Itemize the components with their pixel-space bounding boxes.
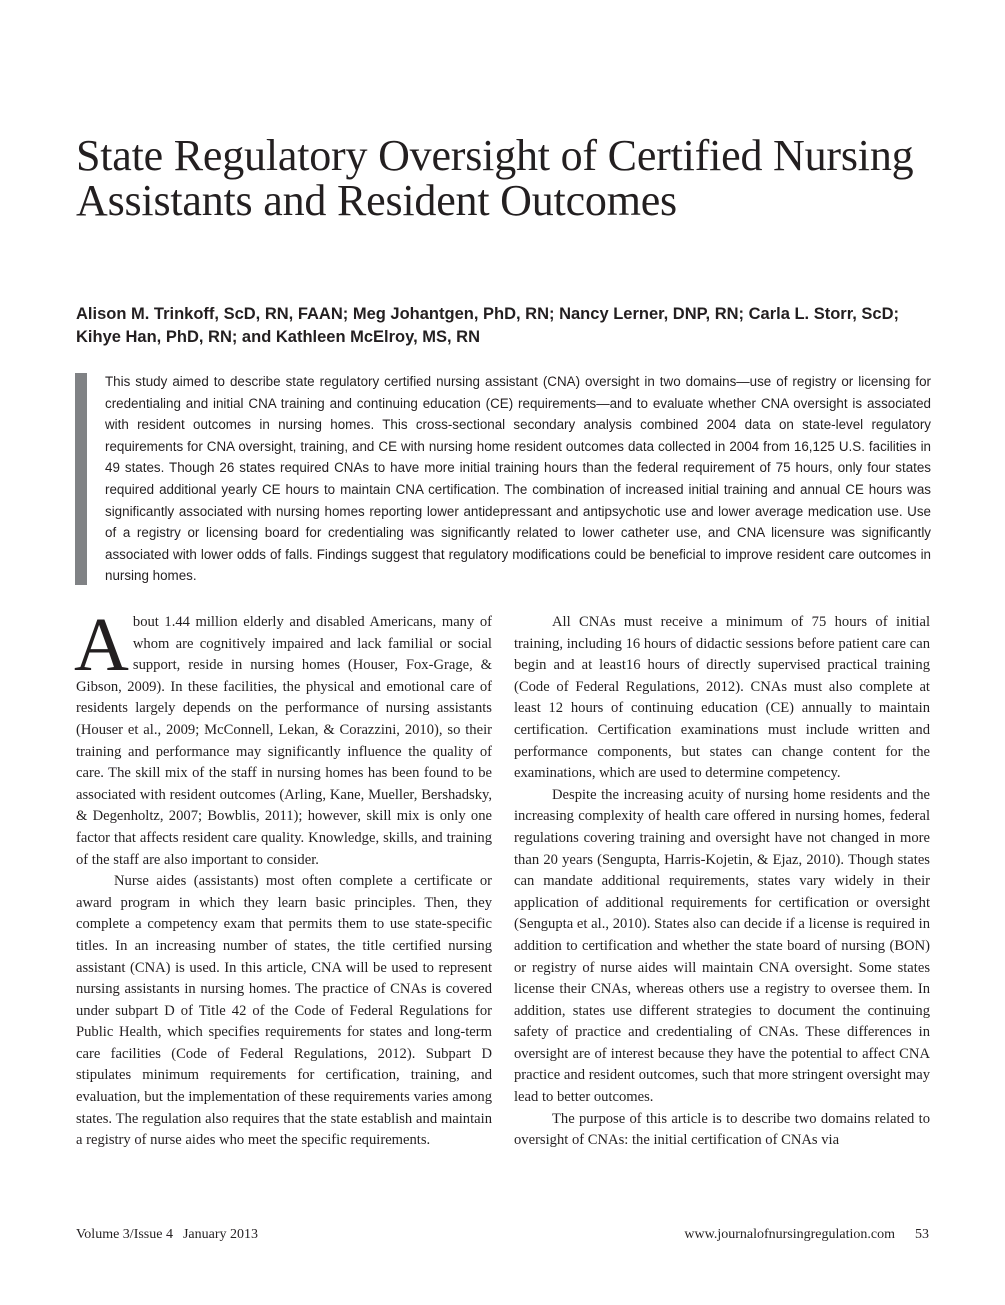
footer-issue-info bbox=[76, 1227, 268, 1243]
body-paragraph bbox=[74, 603, 492, 871]
abstract-side-bar bbox=[75, 373, 87, 585]
paragraph-text: bout 1.44 million elderly and disabled Americans, many of whom are cognitively impaired and lack familial or social support, reside in nursing homes (Houser, Fox-Grage, & Gibson, 2009). In these facilities, the physical and emotional care of residents largely depends on the performance of nursing assistants (Houser et al., 2009; McConnell, Lekan, & Corazzini, 2010), so their training and performance may significantly influence the quality of care. The skill mix of the staff in nursing homes has been found to be associated with resident outcomes (Arling, Kane, Mueller, Bershadsky, & Degenholtz, 2007; Bowblis, 2011); however, skill mix is only one factor that affects resident care quality. Knowledge, skills, and training of the staff are also important to consider. bbox=[76, 614, 492, 868]
footer-volume: Volume 3/Issue 4 bbox=[76, 1227, 173, 1242]
body-column-right bbox=[514, 612, 930, 1152]
author-list: Alison M. Trinkoff, ScD, RN, FAAN; Meg Johantgen, PhD, RN; Nancy Lerner, DNP, RN; Carla L. Storr, ScD; Kihye Han, PhD, RN; and Kathleen McElroy, MS, RN bbox=[76, 305, 899, 346]
body-paragraph: All CNAs must receive a minimum of 75 hours of initial training, including 16 hours of didactic sessions before patient care can begin and at least16 hours of directly supervised practical training (Code of Federal Regulations, 2012). CNAs must also complete at least 12 hours of continuing education (CE) annually to maintain certification. Certification examinations must include written and performance components, but states can change content for the examinations, which are used to determine competency. bbox=[514, 614, 930, 782]
footer-site-info bbox=[684, 1227, 929, 1243]
body-paragraph: Nurse aides (assistants) most often complete a certificate or award program in which they learn basic principles. Then, they complete a competency exam that permits them to use state-specific titles. In an increasing number of states, the title certified nursing assistant (CNA) is used. In this article, CNA will be used to represent nursing assistants in nursing homes. The practice of CNAs is covered under subpart D of Title 42 of the Code of Federal Regulations for Public Health, which specifies requirements for states and long-term care facilities (Code of Federal Regulations, 2012). Subpart D stipulates minimum requirements for certification, training, and evaluation, but the implementation of these requirements varies among states. The regulation also requires that the state establish and maintain a registry of nurse aides who meet the specific requirements. bbox=[76, 873, 492, 1149]
body-column-left bbox=[74, 603, 492, 1152]
body-paragraph: Despite the increasing acuity of nursing home residents and the increasing complexity of health care offered in nursing homes, federal regulations covering training and oversight have not changed in more than 20 years (Sengupta, Harris-Kojetin, & Ejaz, 2010). Though states can mandate additional requirements, states vary widely in their application of additional requirements for certification or oversight (Sengupta et al., 2010). States also can decide if a license is required in addition to certification and whether the state board of nursing (BON) or registry of nurse aides will maintain CNA oversight. Some states license their CNAs, whereas others use a registry to oversee them. In addition, states use different strategies to document the continuing safety of practice and credentialing of CNAs. These differences in oversight are of interest because they have the potential to affect CNA practice and resident outcomes, such that more stringent oversight may lead to better outcomes. bbox=[514, 786, 930, 1106]
article-title: State Regulatory Oversight of Certified Nursing Assistants and Resident Outcomes bbox=[76, 131, 914, 225]
page-number: 53 bbox=[915, 1227, 929, 1242]
footer-date: January 2013 bbox=[182, 1227, 259, 1242]
footer-url: www.journalofnursingregulation.com bbox=[684, 1227, 895, 1242]
drop-cap: A bbox=[74, 603, 129, 687]
body-paragraph: The purpose of this article is to describe two domains related to oversight of CNAs: the initial certification of CNAs via bbox=[514, 1110, 930, 1149]
abstract: This study aimed to describe state regulatory certified nursing assistant (CNA) oversight in two domains—use of registry or licensing for credentialing and initial CNA training and continuing education (CE) requirements—and to evaluate whether CNA oversight is associated with resident outcomes in nursing homes. This cross-sectional secondary analysis combined 2004 data on state-level regulatory requirements for CNA oversight, training, and CE with nursing home resident outcomes data collected in 2004 from 16,125 U.S. facilities in 49 states. Though 26 states required CNAs to have more initial training hours than the federal requirement of 75 hours, only four states required additional yearly CE hours to maintain CNA certification. The combination of increased initial training and annual CE hours was significantly associated with nursing homes reporting lower antidepressant and antipsychotic use and lower average medication use. Use of a registry or licensing board for credentialing was significantly related to lower catheter use, and CNA licensure was significantly associated with lower odds of falls. Findings suggest that regulatory modifications could be beneficial to improve resident care outcomes in nursing homes. bbox=[105, 374, 931, 584]
